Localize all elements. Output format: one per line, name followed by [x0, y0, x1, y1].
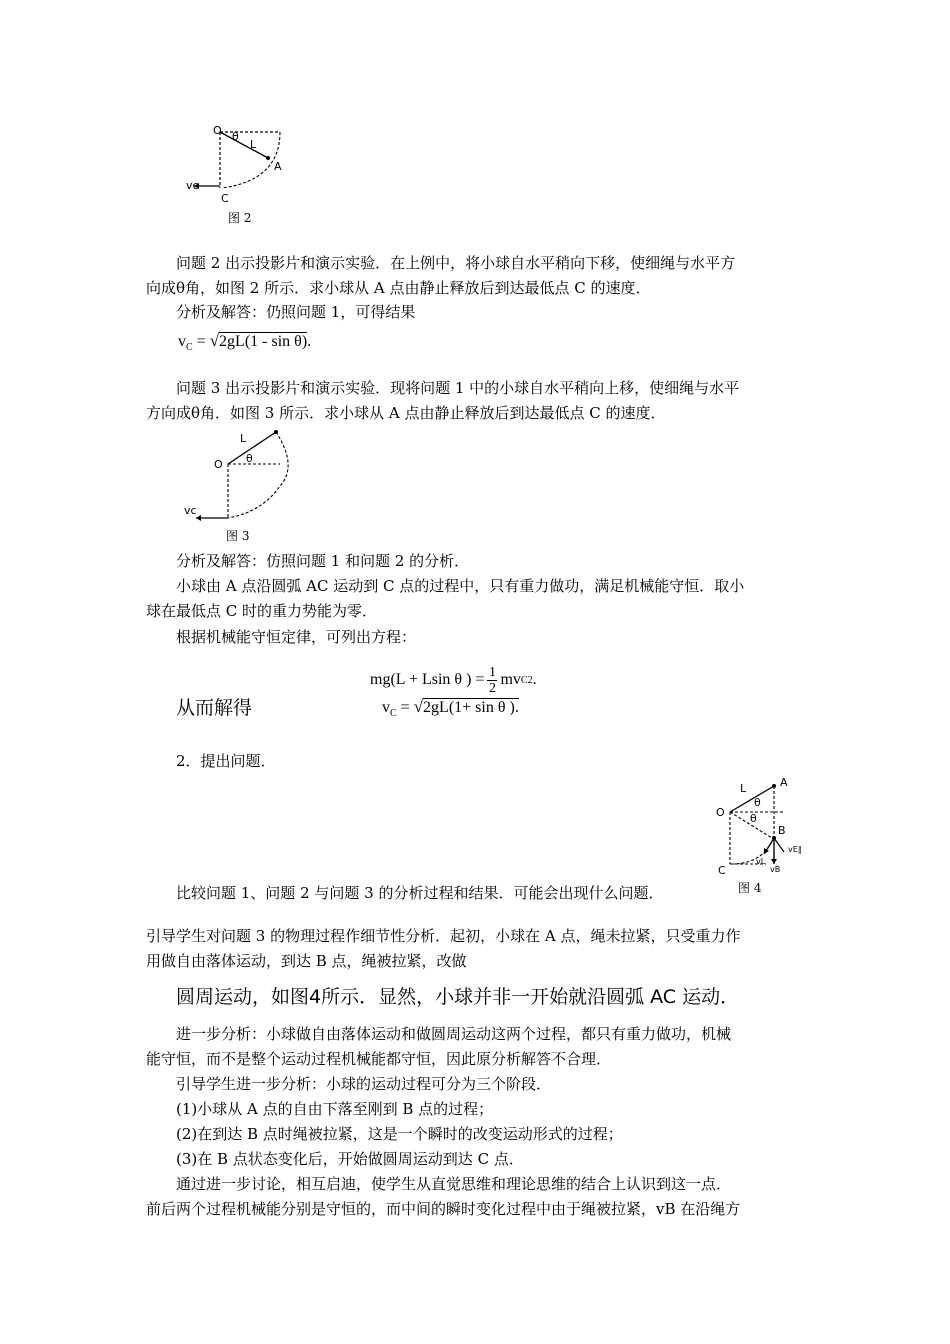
analysis3-line1: 分析及解答：仿照问题 1 和问题 2 的分析． — [176, 552, 470, 570]
further-line3: 引导学生进一步分析：小球的运动过程可分为三个阶段． — [176, 1075, 552, 1093]
further-step1: (1)小球从 A 点的自由下落至刚到 B 点的过程； — [176, 1100, 494, 1118]
fig4-caption: 图 4 — [738, 881, 762, 895]
guide-line2: 用做自由落体运动，到达 B 点，绳被拉紧，改做 — [146, 952, 467, 970]
fig3-theta-label: θ — [246, 452, 253, 465]
analysis3-line3: 球在最低点 C 时的重力势能为零． — [146, 602, 378, 620]
q2-result-lhs: v — [178, 333, 186, 350]
further-step3: (3)在 B 点状态变化后，开始做圆周运动到达 C 点． — [176, 1150, 524, 1168]
further-line5: 前后两个过程机械能分别是守恒的，而中间的瞬时变化过程中由于绳被拉紧，vB 在沿绳方 — [146, 1200, 741, 1218]
analysis3-line2: 小球由 A 点沿圆弧 AC 运动到 C 点的过程中，只有重力做功，满足机械能守恒．取小 — [176, 577, 745, 595]
further-step2: (2)在到达 B 点时绳被拉紧，这是一个瞬时的改变运动形式的过程； — [176, 1125, 623, 1143]
solution-equation — [382, 697, 519, 719]
fig2-theta-label: θ — [232, 130, 239, 143]
fig3-caption: 图 3 — [226, 529, 250, 543]
q3-text-1: 问题 3 出示投影片和演示实验．现将问题 1 中的小球自水平稍向上移，使细绳与水平 — [176, 379, 740, 397]
fig4-vl-label: vL — [756, 857, 766, 866]
eq1-sup: 2 — [527, 674, 533, 686]
fig4-theta2-label: θ — [750, 812, 757, 825]
fig4-b-label: B — [778, 824, 786, 837]
fig2-a-label: A — [274, 160, 282, 173]
further-line4: 通过进一步讨论，相互启迪，使学生从直觉思维和理论思维的结合上认识到这一点． — [176, 1175, 732, 1193]
q3-text-2: 方向成θ角．如图 3 所示．求小球从 A 点由静止释放后到达最低点 C 的速度． — [146, 404, 666, 422]
fig4-ve1-label: vE∥ — [788, 845, 802, 854]
fig3-o-label: O — [214, 458, 223, 471]
fig4-vb-label: vB — [770, 865, 781, 874]
figure-4-diagram — [708, 772, 828, 898]
eq1-denominator: 2 — [488, 680, 496, 696]
compare-text: 比较问题 1、问题 2 与问题 3 的分析过程和结果．可能会出现什么问题． — [176, 884, 664, 902]
fig4-theta1-label: θ — [754, 796, 761, 809]
q2-result-end: . — [307, 333, 312, 350]
q2-text-2: 向成θ角，如图 2 所示．求小球从 A 点由静止释放后到达最低点 C 的速度． — [146, 279, 651, 297]
further-line2: 能守恒，而不是整个运动过程机械能都守恒，因此原分析解答不合理． — [146, 1050, 612, 1068]
energy-equation — [370, 660, 537, 700]
fig2-l-label: L — [250, 138, 257, 151]
fig3-l-label: L — [240, 432, 247, 445]
analysis3-line4: 根据机械能守恒定律，可列出方程： — [176, 628, 417, 646]
figure-2-diagram — [180, 120, 300, 230]
thus-label: 从而解得 — [176, 697, 253, 719]
guide-line1: 引导学生对问题 3 的物理过程作细节性分析．起初，小球在 A 点，绳未拉紧，只受重力作 — [146, 927, 741, 945]
fig4-a-label: A — [780, 776, 788, 789]
q2-result-formula — [178, 331, 311, 358]
eq2-eq: = — [400, 699, 410, 716]
fig2-vc-label: vc — [186, 179, 199, 192]
eq1-left: mg(L + Lsin θ ) = — [370, 671, 485, 688]
eq1-fraction — [487, 665, 497, 696]
q2-result-eq: = — [196, 333, 206, 350]
figure-3 — [180, 426, 300, 546]
guide-line3: 圆周运动，如图4所示．显然，小球并非一开始就沿圆弧 AC 运动． — [176, 986, 740, 1008]
fig3-vc-label: vc — [184, 504, 197, 517]
fig2-caption: 图 2 — [228, 211, 252, 225]
further-line1: 进一步分析：小球做自由落体运动和做圆周运动这两个过程，都只有重力做功，机械 — [176, 1025, 732, 1043]
fig4-o-label: O — [716, 806, 725, 819]
q2-text-1: 问题 2 出示投影片和演示实验．在上例中，将小球自水平稍向下移，使细绳与水平方 — [176, 254, 736, 272]
fig4-c-label: C — [718, 864, 726, 877]
fig2-c-label: C — [221, 192, 229, 205]
eq2-lhs: v — [382, 699, 390, 716]
fig2-o-label: O — [213, 124, 222, 137]
eq1-end: . — [532, 671, 537, 688]
sqrt-symbol: √ — [209, 331, 220, 350]
section-2-title: 2．提出问题． — [176, 752, 276, 770]
q2-result-body: 2gL(1 - sin θ) — [219, 333, 308, 350]
q2-result-sub: C — [186, 342, 193, 354]
eq1-sub: C — [520, 674, 528, 686]
q2-analysis: 分析及解答：仍照问题 1，可得结果 — [176, 303, 416, 321]
sqrt-symbol: √ — [413, 697, 424, 716]
figure-2 — [180, 120, 300, 230]
eq2-body: 2gL(1+ sin θ ). — [423, 699, 519, 716]
eq2-sub: C — [390, 708, 397, 720]
eq1-right: mv — [500, 671, 521, 688]
eq1-numerator: 1 — [488, 664, 496, 680]
fig4-l-label: L — [740, 782, 747, 795]
figure-3-diagram — [180, 426, 300, 546]
figure-4 — [708, 772, 828, 898]
